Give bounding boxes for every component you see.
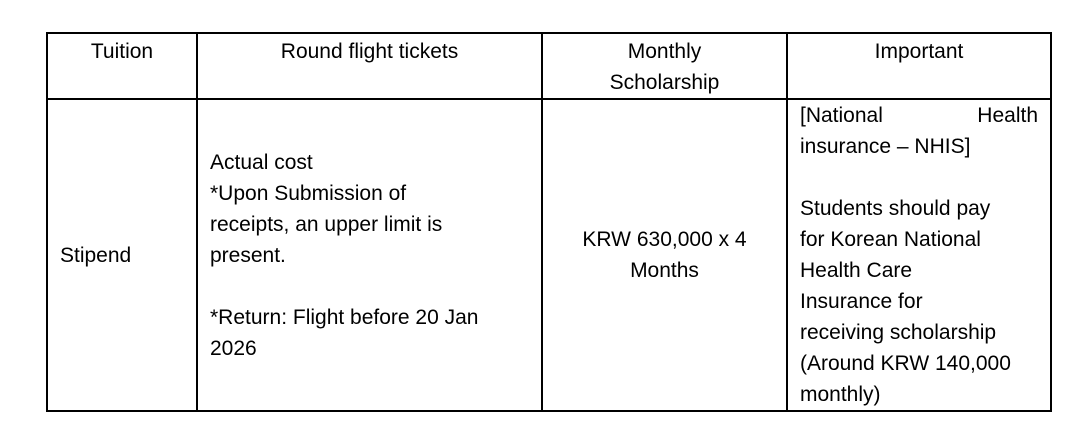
important-note-line: receiving scholarship <box>800 321 997 344</box>
header-tuition: Tuition <box>47 33 197 99</box>
flight-gap <box>210 271 529 302</box>
cell-round-flight <box>197 99 542 411</box>
flight-line-1: Actual cost <box>210 150 313 174</box>
table-header-row <box>47 33 1051 99</box>
nhis-line-1 <box>800 100 1038 131</box>
stipend-text: Stipend <box>60 243 132 267</box>
important-note-line: Health Care <box>800 259 913 282</box>
nhis-word-health: Health <box>977 104 1038 127</box>
important-gap <box>800 162 1038 193</box>
flight-line-4: present. <box>210 243 286 267</box>
important-note-line: Insurance for <box>800 290 923 313</box>
flight-line-3: receipts, an upper limit is <box>210 212 443 236</box>
header-monthly-scholarship-text: Monthly Scholarship <box>609 40 720 94</box>
cell-important <box>787 99 1051 411</box>
flight-return-line-2: 2026 <box>210 336 257 360</box>
important-note-line: for Korean National <box>800 228 981 251</box>
nhis-word-national: [National <box>800 104 883 127</box>
monthly-amount-line-2: Months <box>630 259 699 282</box>
important-note-line: Students should pay <box>800 197 991 220</box>
flight-return-line-1: *Return: Flight before 20 Jan <box>210 305 479 329</box>
important-note-line: (Around KRW 140,000 <box>800 352 1011 375</box>
header-round-flight-tickets: Round flight tickets <box>197 33 542 99</box>
nhis-line-2: insurance – NHIS] <box>800 135 971 158</box>
header-important: Important <box>787 33 1051 99</box>
flight-line-2: *Upon Submission of <box>210 181 407 205</box>
important-note-line: monthly) <box>800 383 881 406</box>
header-monthly-scholarship <box>542 33 787 99</box>
table-row <box>47 99 1051 411</box>
cell-monthly-scholarship <box>542 99 787 411</box>
scholarship-table <box>46 32 1052 412</box>
cell-tuition <box>47 99 197 411</box>
monthly-amount-line-1: KRW 630,000 x 4 <box>582 228 747 251</box>
